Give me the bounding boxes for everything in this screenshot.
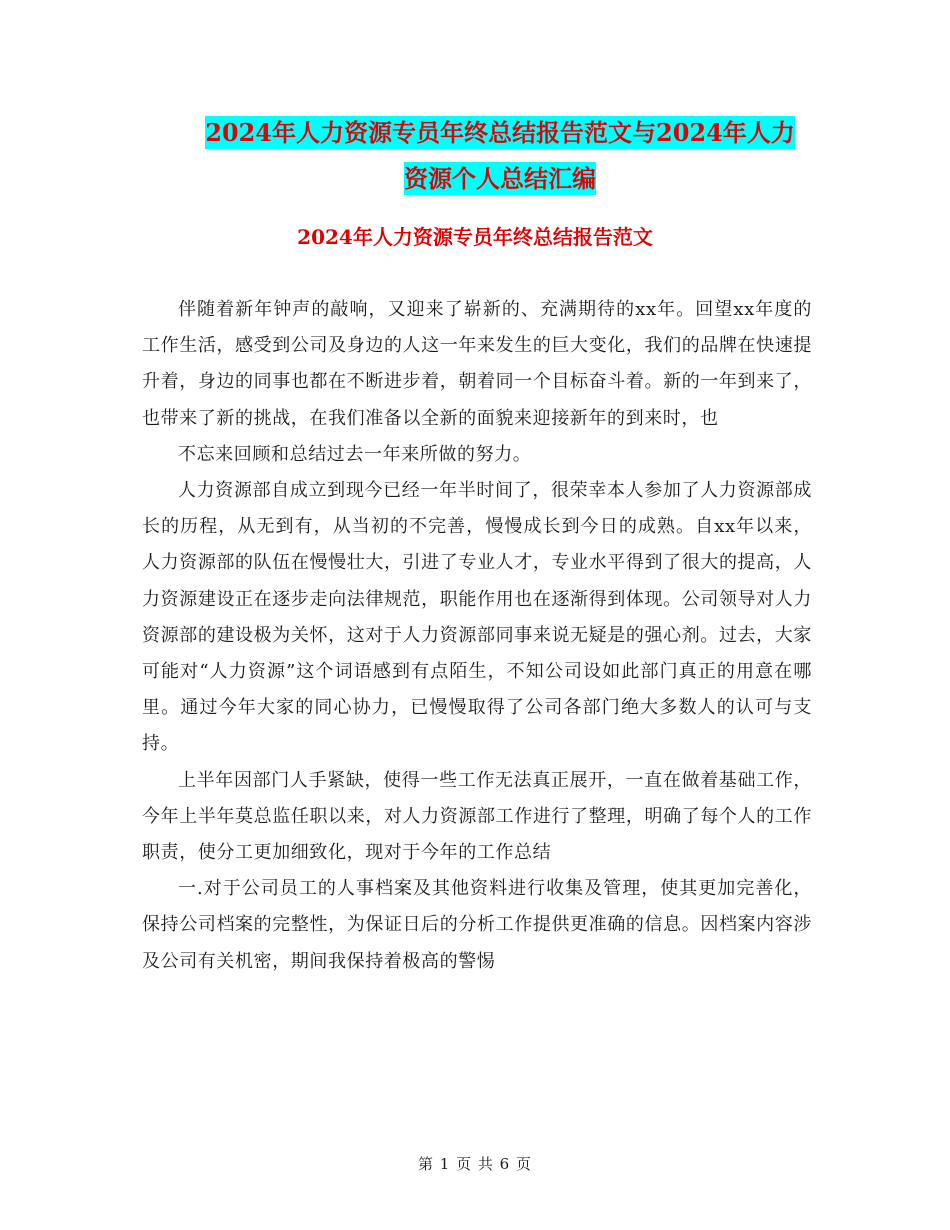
paragraph: 人力资源部自成立到现今已经一年半时间了，很荣幸本人参加了人力资源部成长的历程，从无到有，从当初的不完善，慢慢成长到今日的成熟。自xx年以来，人力资源部的队伍在慢慢壮大，引进了专业人才，专业水平得到了很大的提高，人力资源建设正在逐步走向法律规范，职能作用也在逐渐得到体现。公司领导对人力资源部的建设极为关怀，这对于人力资源部同事来说无疑是的强心剂。过去，大家可能对“人力资源”这个词语感到有点陌生，不知公司设如此部门真正的用意在哪里。通过今年大家的同心协力，已慢慢取得了公司各部门绝大多数人的认可与支持。 — [142, 480, 812, 755]
paragraph: 不忘来回顾和总结过去一年来所做的努力。 — [178, 443, 532, 465]
section-title: 2024年人力资源专员年终总结报告范文 — [297, 225, 653, 249]
title-line-2: 资源个人总结汇编 — [404, 164, 596, 193]
paragraph: 上半年因部门人手紧缺，使得一些工作无法真正展开，一直在做着基础工作，今年上半年莫总监任职以来，对人力资源部工作进行了整理，明确了每个人的工作职责，使分工更加细致化，现对于今年的工作总结 — [142, 769, 812, 864]
page-number-footer: 第 1 页 共 6 页 — [418, 1155, 532, 1173]
title-line-1: 2024年人力资源专员年终总结报告范文与2024年人力 — [205, 118, 795, 147]
document-title — [140, 110, 860, 202]
paragraph: 伴随着新年钟声的敲响，又迎来了崭新的、充满期待的xx年。回望xx年度的工作生活，感受到公司及身边的人这一年来发生的巨大变化，我们的品牌在快速提升着，身边的同事也都在不断进步着，朝着同一个目标奋斗着。新的一年到来了，也带来了新的挑战，在我们准备以全新的面貌来迎接新年的到来时，也 — [142, 299, 812, 429]
paragraph: 一.对于公司员工的人事档案及其他资料进行收集及管理，使其更加完善化，保持公司档案的完整性，为保证日后的分析工作提供更准确的信息。因档案内容涉及公司有关机密，期间我保持着极高的警惕 — [142, 878, 812, 972]
document-body — [142, 292, 812, 980]
